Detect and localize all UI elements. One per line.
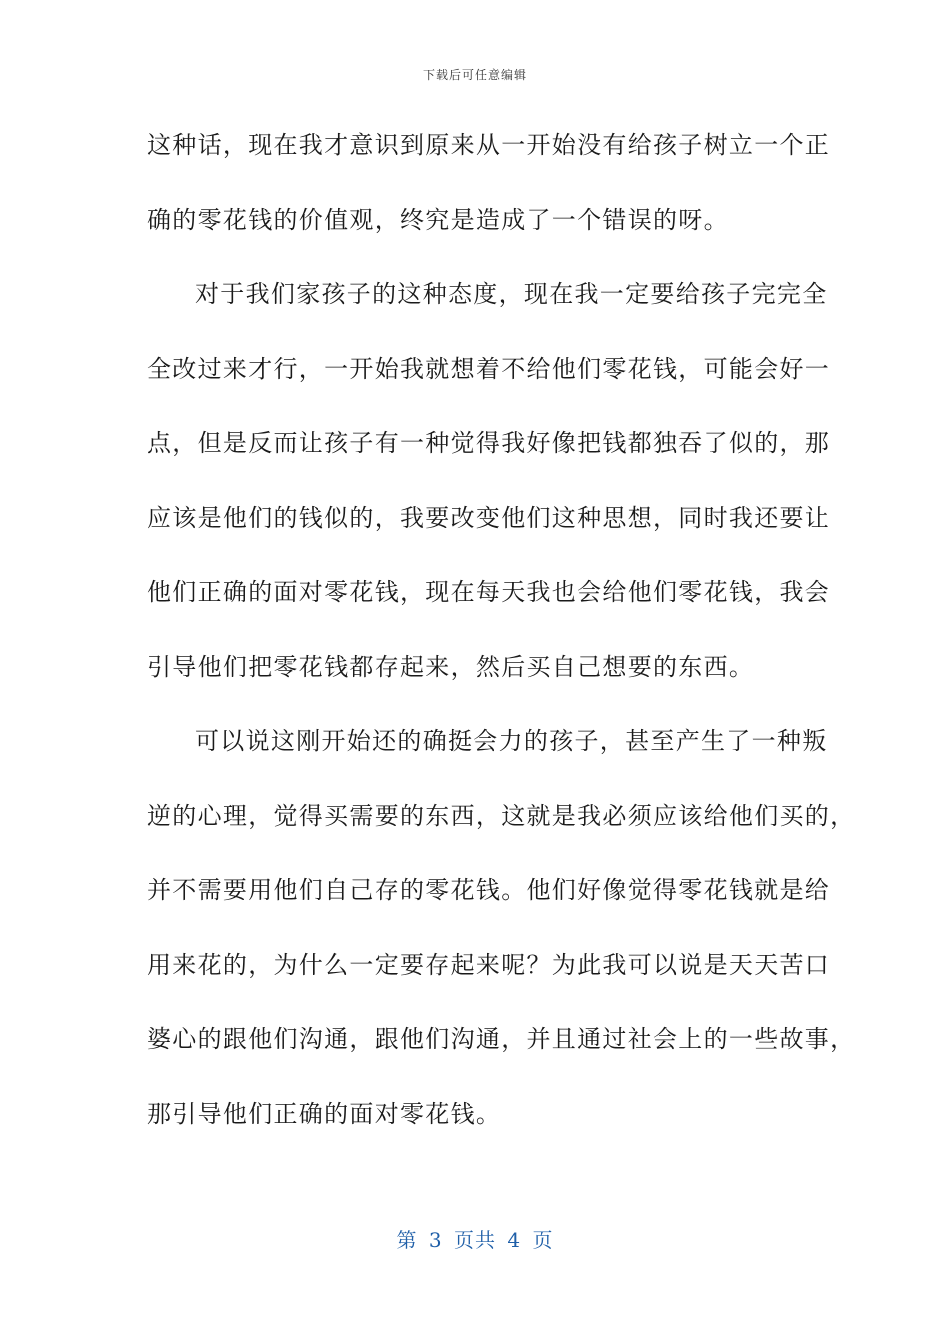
body-line: 确的零花钱的价值观，终究是造成了一个错误的呀。 bbox=[147, 205, 729, 234]
body-line: 可以说这刚开始还的确挺会力的孩子，甚至产生了一种叛 bbox=[195, 727, 828, 755]
footer-current-page: 3 bbox=[428, 1228, 443, 1252]
body-line: 他们正确的面对零花钱，现在每天我也会给他们零花钱，我会 bbox=[147, 578, 831, 606]
body-line: 这种话，现在我才意识到原来从一开始没有给孩子树立一个正 bbox=[147, 131, 831, 159]
header-text: 下载后可任意编辑 bbox=[422, 68, 527, 82]
body-line: 并不需要用他们自己存的零花钱。他们好像觉得零花钱就是给 bbox=[147, 876, 831, 904]
body-line: 对于我们家孩子的这种态度，现在我一定要给孩子完完全 bbox=[195, 280, 828, 308]
footer-suffix: 页 bbox=[532, 1228, 554, 1252]
footer-total-pages: 4 bbox=[507, 1228, 522, 1252]
body-line: 逆的心理，觉得买需要的东西，这就是我必须应该给他们买的， bbox=[147, 801, 856, 830]
body-line: 用来花的，为什么一定要存起来呢？为此我可以说是天天苦口 bbox=[147, 950, 831, 979]
body-line: 应该是他们的钱似的，我要改变他们这种思想，同时我还要让 bbox=[147, 503, 831, 532]
page-header bbox=[0, 66, 950, 83]
footer-prefix: 第 bbox=[396, 1228, 418, 1252]
document-body bbox=[147, 120, 856, 1163]
body-line: 婆心的跟他们沟通，跟他们沟通，并且通过社会上的一些故事， bbox=[147, 1025, 856, 1053]
page-footer bbox=[0, 1224, 950, 1253]
body-line: 点，但是反而让孩子有一种觉得我好像把钱都独吞了似的，那 bbox=[147, 429, 831, 457]
body-line: 全改过来才行，一开始我就想着不给他们零花钱，可能会好一 bbox=[147, 354, 831, 383]
body-line: 那引导他们正确的面对零花钱。 bbox=[147, 1099, 502, 1128]
footer-middle: 页共 bbox=[454, 1228, 496, 1252]
body-line: 引导他们把零花钱都存起来，然后买自己想要的东西。 bbox=[147, 652, 755, 681]
